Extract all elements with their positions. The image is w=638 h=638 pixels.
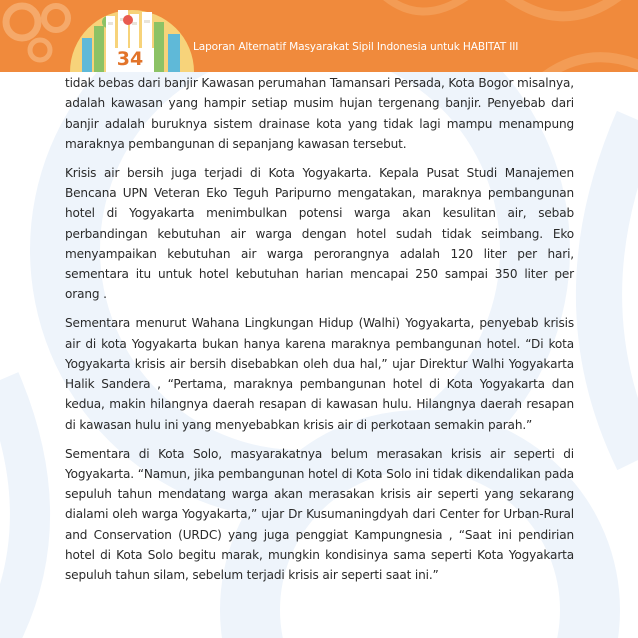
- paragraph: Sementara di Kota Solo, masyarakatnya belum merasakan krisis air seperti di Yogyakarta. “Namun, jika pembangunan hotel di Kota Solo ini tidak dikendalikan pada sepuluh tahun mendatang warga akan merasakan krisis air seperti yang sekarang dialami oleh warga Yogyakarta,” ujar Dr Kusumaningdyah dari Center for Urban-Rural and Conservation (URDC) yang juga penggiat Kampungnesia , “Saat ini pendirian hotel di Kota Solo begitu marak, mungkin kondisinya sama seperti Kota Yogyakarta sepuluh tahun silam, sebelum terjadi krisis air seperti saat ini.”: [65, 446, 574, 583]
- page-number: 34: [116, 48, 144, 70]
- paragraph: Krisis air bersih juga terjadi di Kota Yogyakarta. Kepala Pusat Studi Manajemen Bencana UPN Veteran Eko Teguh Paripurno mengatakan, maraknya pembangunan hotel di Yogyakarta menimbulkan potensi warga akan kesulitan air, sebab perbandingan kebutuhan air warga dengan hotel sudah tidak seimbang. Eko menyampaikan kebutuhan air warga perorangnya adalah 120 liter per hari, sementara itu untuk hotel kebutuhan harian mencapai 250 sampai 350 liter per orang .: [65, 165, 574, 302]
- paragraph: Sementara menurut Wahana Lingkungan Hidup (Walhi) Yogyakarta, penyebab krisis air di kota Yogyakarta bukan hanya karena maraknya pembangunan hotel. “Di kota Yogyakarta krisis air bersih disebabkan oleh dua hal,” ujar Direktur Walhi Yogyakarta Halik Sandera , “Pertama, maraknya pembangunan hotel di Kota Yogyakarta dan kedua, makin hilangnya daerah resapan di kawasan hulu. Hilangnya daerah resapan di kawasan hulu ini yang menyebabkan krisis air di perkotaan semakin parah.”: [65, 316, 574, 432]
- article-body: [65, 73, 574, 594]
- header-title: Laporan Alternatif Masyarakat Sipil Indonesia untuk HABITAT III: [193, 41, 519, 53]
- paragraph: tidak bebas dari banjir Kawasan perumahan Tamansari Persada, Kota Bogor misalnya, adalah kawasan yang hampir setiap musim hujan tergenang banjir. Penyebab dari banjir adalah buruknya sistem drainase kota yang tidak lagi mampu menampung maraknya pembangunan di sepanjang kawasan tersebut.: [65, 76, 574, 151]
